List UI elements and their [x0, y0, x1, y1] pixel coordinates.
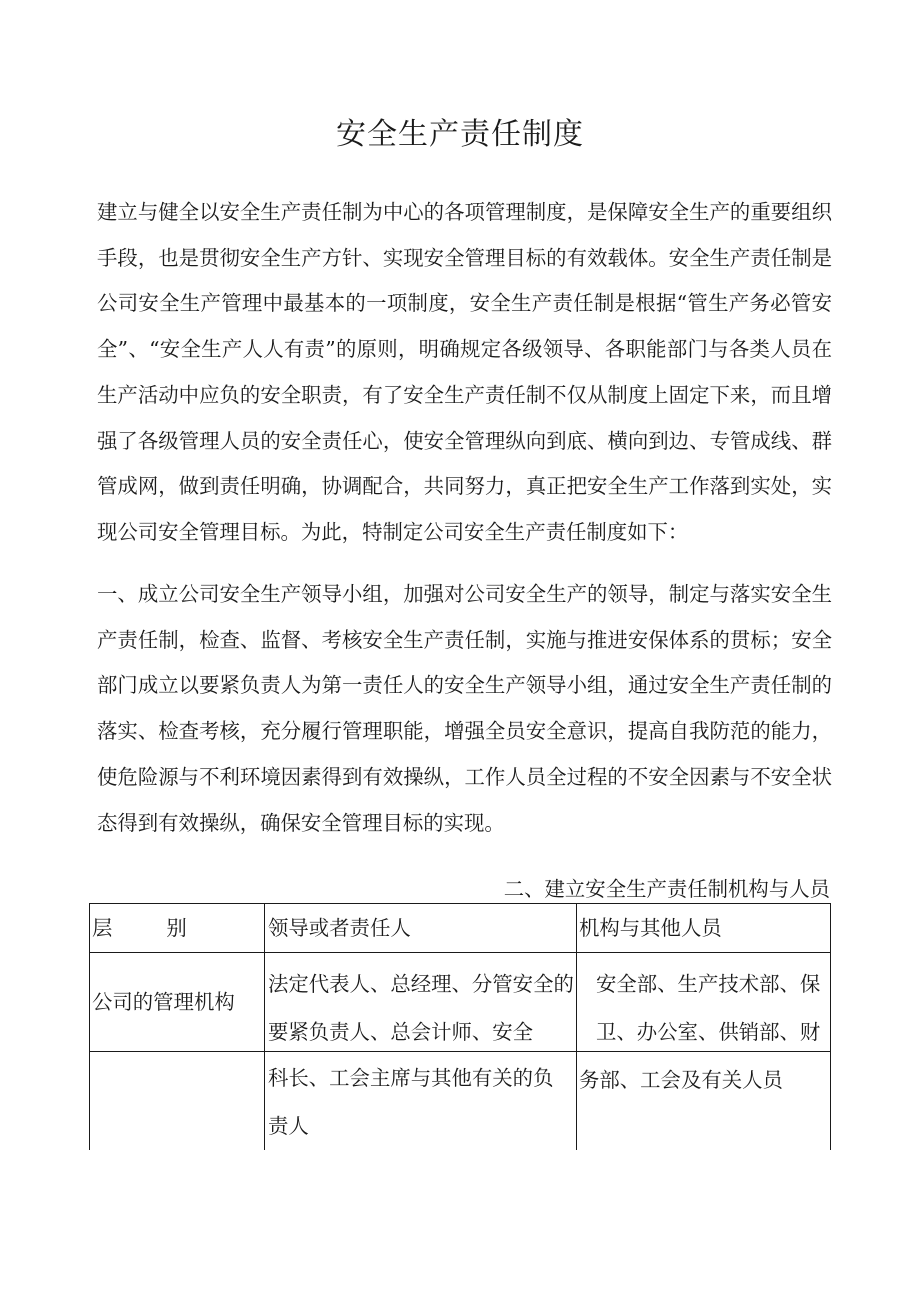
table-col-divider-1	[264, 903, 265, 1150]
table-row1-leader-line2: 要紧负责人、总会计师、安全	[268, 1020, 534, 1044]
table-header-leader: 领导或者责任人	[268, 916, 411, 940]
section-one-paragraph: 一、成立公司安全生产领导小组，加强对公司安全生产的领导，制定与落实安全生产责任制，检查、监督、考核安全生产责任制，实施与推进安保体系的贯标；安全部门成立以要紧负责人为第一责任人的安全生产领导小组，通过安全生产责任制的落实、检查考核，充分履行管理职能，增强全员安全意识，提高自我防范的能力，使危险源与不利环境因素得到有效操纵，工作人员全过程的不安全因素与不安全状态得到有效操纵，确保安全管理目标的实现。	[97, 582, 832, 835]
table-header-level	[92, 904, 187, 952]
table-border-right	[830, 903, 831, 1150]
table-row1-org-line1: 安全部、生产技术部、保	[596, 972, 821, 996]
table-row1-org-line2: 卫、办公室、供销部、财	[596, 1020, 821, 1044]
table-col-divider-2	[576, 903, 577, 1150]
table-row2-leader-line2: 责人	[268, 1114, 309, 1138]
table-border-left	[89, 903, 90, 1150]
table-header-divider	[89, 952, 831, 953]
table-row1-level: 公司的管理机构	[92, 990, 235, 1014]
section-two-heading: 二、建立安全生产责任制机构与人员	[503, 877, 830, 901]
table-header-org: 机构与其他人员	[579, 916, 722, 940]
intro-paragraph: 建立与健全以安全生产责任制为中心的各项管理制度，是保障安全生产的重要组织手段，也是贯彻安全生产方针、实现安全管理目标的有效载体。安全生产责任制是公司安全生产管理中最基本的一项制度，安全生产责任制是根据“管生产务必管安全”、“安全生产人人有责”的原则，明确规定各级领导、各职能部门与各类人员在生产活动中应负的安全职责，有了安全生产责任制不仅从制度上固定下来，而且增强了各级管理人员的安全责任心，使安全管理纵向到底、横向到边、专管成线、群管成网，做到责任明确，协调配合，共同努力，真正把安全生产工作落到实处，实现公司安全管理目标。为此，特制定公司安全生产责任制度如下：	[97, 200, 832, 544]
table-row1-leader-line1: 法定代表人、总经理、分管安全的	[268, 972, 574, 996]
table-row2-leader-line1: 科长、工会主席与其他有关的负	[268, 1066, 554, 1090]
table-row2-org-line1: 务部、工会及有关人员	[579, 1068, 783, 1092]
document-title: 安全生产责任制度	[336, 117, 584, 152]
table-header-level-b: 别	[166, 916, 187, 940]
table-header-level-a: 层	[92, 916, 113, 940]
